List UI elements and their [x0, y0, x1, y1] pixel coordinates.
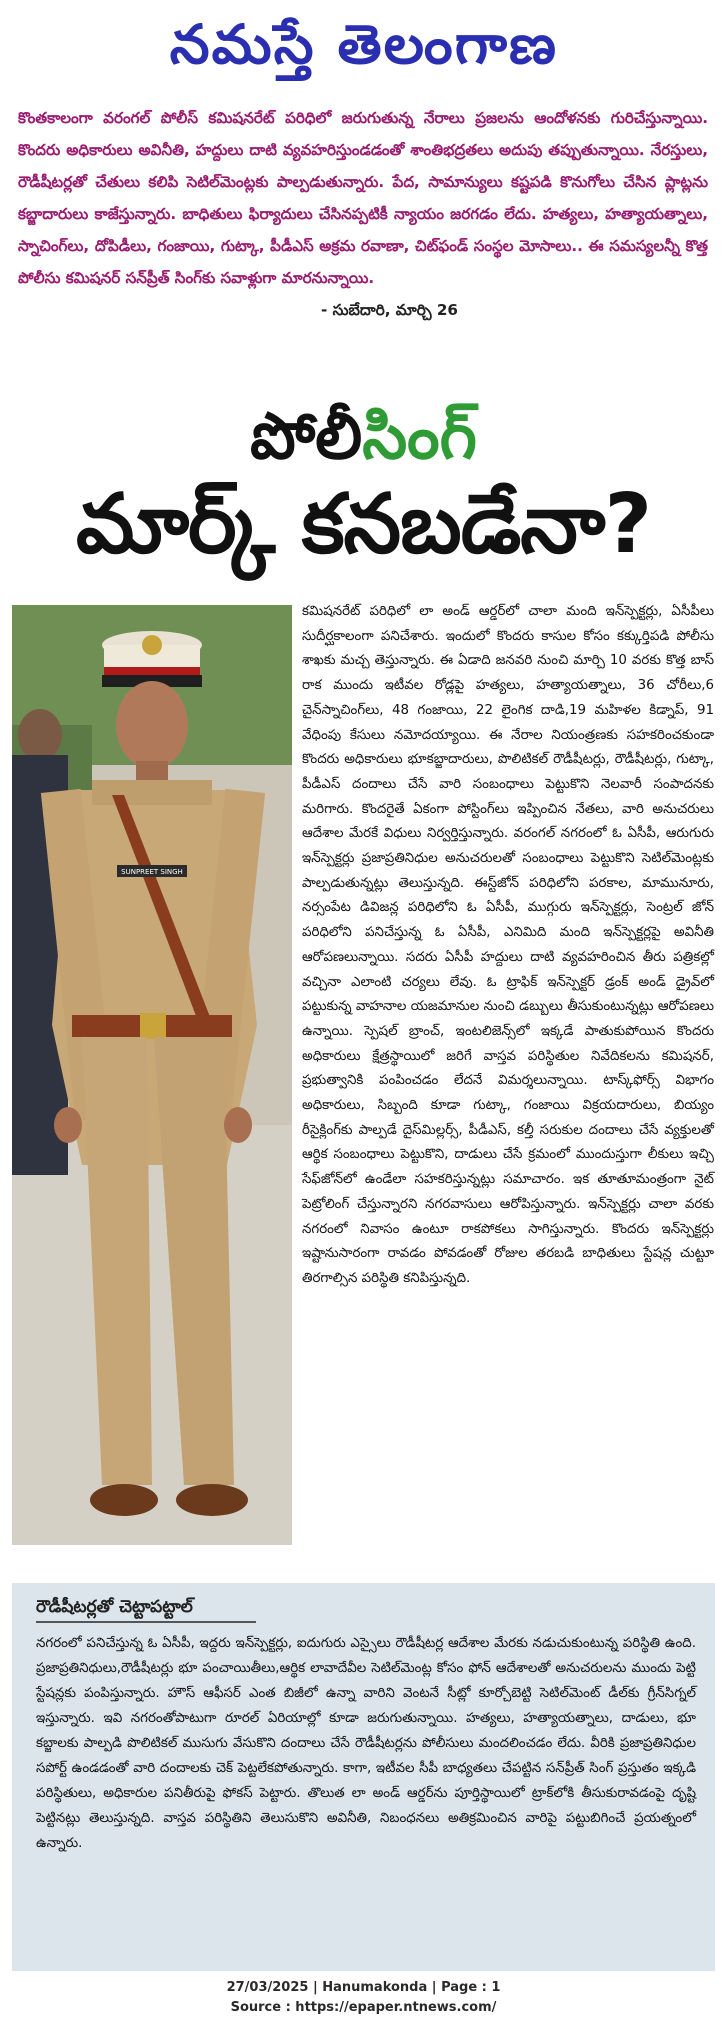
article-body-text: కమిషనరేట్ పరిధిలో లా అండ్ ఆర్డర్‌లో చాలా మంది ఇన్‌స్పెక్టర్లు, ఏసీపీలు సుదీర్ఘకాలంగా పనిచేశారు. ఇందులో కొందరు కాసుల కోసం కక్కుర్తిపడి పోలీసు శాఖకు మచ్చ తెస్తున్నారు. ఈ ఏడాది జనవరి నుంచి మార్చి 10 వరకు కొత్త బాస్ రాక ముందు ఇటీవల రోడ్లపై హత్యలు, హత్యాయత్నాలు, 36 చోరీలు,6 చైన్‌స్నాచింగ్‌లు, 48 గంజాయి, 22 లైంగిక దాడి,19 మహిళల కిడ్నాప్, 91 వేధింపు కేసులు నమోదయ్యాయి. ఈ నేరాల నియంత్రణకు సహకరించకుండా కొందరు అధికారులు భూకబ్జాదారులు, పొలిటికల్ రౌడీషీటర్లు, రౌడీషీటర్లు, గుట్కా, పీడీఎస్ దందాలు చేసే వారి సంబంధాలు పెట్టుకొని నెలవారీ సంపాదనకు మరిగారు. కొందరైతే ఏకంగా పోస్టింగ్‌లు ఇప్పించిన నేతలు, వారి అనుచరులు ఆదేశాల మేరకే విధులు నిర్వర్తిస్తున్నారు. వరంగల్ నగరంలో ఓ ఏసీపీ, ఆరుగురు ఇన్‌స్పెక్టర్లు ప్రజాప్రతినిధుల అనుచరులతో సంబంధాలు పెట్టుకొని సెటిల్‌మెంట్లకు పాల్పడుతున్నట్లు తెలుస్తున్నది. ఈస్ట్‌జోన్ పరిధిలోని పరకాల, మామునూరు, నర్సంపేట డివిజన్ల పరిధిలోని ఓ ఏసీపీ, ముగ్గురు ఇన్‌స్పెక్టర్లు, సెంట్రల్ జోన్ పరిధిలోని పనిచేస్తున్న ఓ ఏసీపీ, ఎనిమిది మంది ఇన్‌స్పెక్టర్లపై అవినీతి ఆరోపణలున్నాయి. సదరు ఏసీపీ హద్దులు దాటి వ్యవహరించిన తీరు పత్రికల్లో వచ్చినా ఎలాంటి చర్యలు లేవు. ఓ ట్రాఫిక్ ఇన్‌స్పెక్టర్ డ్రంక్ అండ్ డ్రైవ్‌లో పట్టుకున్న వాహనాల యజమానుల నుంచి డబ్బులు తీసుకుంటున్నట్లు ఆరోపణలు ఉన్నాయి. స్పెషల్ బ్రాంచ్, ఇంటలిజెన్స్‌లో ఇక్కడే పాతుకుపోయిన కొందరు అధికారులు క్షేత్రస్థాయిలో జరిగే వాస్తవ పరిస్థితుల నివేదికలను కమిషనర్, ప్రభుత్వానికి పంపించడం లేదనే విమర్శలున్నాయి. టాస్క్‌ఫోర్స్ విభాగం అధికారులు, సిబ్బంది కూడా గుట్కా, గంజాయి విక్రయదారులు, బియ్యం రీసైక్లింగ్‌కు పాల్పడే దైస్‌మిల్లర్స్, పీడీఎస్, కల్తీ సరుకుల దందాలు చేసే వ్యక్తులతో ఆర్థిక సంబంధాలు పెట్టుకొని, దాడులు చేసే క్రమంలో ముందుస్తుగా లీకులు ఇచ్చి సేఫ్‌జోన్‌లో ఉండేలా సహకరిస్తున్నట్లు సమాచారం. ఇక తూతూమంత్రంగా నైట్ పెట్రోలింగ్ చేస్తున్నారని నగరవాసులు ఆరోపిస్తున్నారు. ఇన్‌స్పెక్టర్లు చాలా వరకు నగరంలో నివాసం ఉంటూ రాకపోకలు సాగిస్తున్నారు. కొందరు ఇన్‌స్పెక్టర్లు ఇష్టానుసారంగా రావడం పోవడంతో రోజుల తరబడి బాధితులు స్టేషన్ల చుట్టూ తిరగాల్సిన పరిస్థితి కనిపిస్తున్నది.	[302, 604, 714, 1286]
headline-part-green: సింగ్	[362, 400, 477, 474]
intro-block	[18, 102, 708, 382]
headline-part-black: పోలీ	[250, 400, 363, 474]
intro-dateline: - సుబేదారి, మార్చి 26	[321, 301, 458, 319]
headline-line-2-text: మార్క్ కనబడేనా?	[75, 477, 652, 572]
sidebar-body	[36, 1631, 696, 1966]
page-footer	[0, 1978, 727, 2018]
name-badge-text: SUNPREET SINGH	[121, 868, 183, 876]
sidebar-title: రౌడీషీటర్లతో చెట్టాపట్టాల్	[36, 1597, 193, 1617]
footer-source-line: Source : https://epaper.ntnews.com/	[230, 2000, 497, 2015]
footer-date-line: 27/03/2025 | Hanumakonda | Page : 1	[226, 1980, 501, 1995]
sidebar-title-underline	[36, 1621, 256, 1623]
article-body	[302, 600, 714, 1550]
intro-text: కొంతకాలంగా వరంగల్ పోలీస్ కమిషనరేట్ పరిధిలో జరుగుతున్న నేరాలు ప్రజలను ఆందోళనకు గురిచేస్తున్నాయి. కొందరు అధికారులు అవినీతి, హద్దులు దాటి వ్యవహరిస్తుండడంతో శాంతిభద్రతలు అదుపు తప్పుతున్నాయి. నేరస్తులు, రౌడీషీటర్లతో చేతులు కలిపి సెటిల్‌మెంట్లకు పాల్పడుతున్నారు. పేద, సామాన్యులు కష్టపడి కొనుగోలు చేసిన ప్లాట్లను కబ్జాదారులు కాజేస్తున్నారు. బాధితులు ఫిర్యాదులు చేసినప్పటికీ న్యాయం జరగడం లేదు. హత్యలు, హత్యాయత్నాలు, స్నాచింగ్‌లు, దోపిడీలు, గంజాయి, గుట్కా, పీడీఎస్ అక్రమ రవాణా, చిట్‌ఫండ్ సంస్థల మోసాలు.. ఈ సమస్యలన్నీ కొత్త పోలీసు కమిషనర్ సన్‌ప్రీత్ సింగ్‌కు సవాళ్లుగా మారనున్నాయి.	[18, 109, 708, 287]
headline-line-1	[0, 392, 727, 482]
sidebar-body-text: నగరంలో పనిచేస్తున్న ఓ ఏసీపీ, ఇద్దరు ఇన్‌స్పెక్టర్లు, ఐదుగురు ఎస్సైలు రౌడీషీటర్ల ఆదేశాల మేరకు నడుచుకుంటున్న పరిస్థితి ఉంది. ప్రజాప్రతినిధులు,రౌడీషీటర్లు భూ పంచాయితీలు,ఆర్థిక లావాదేవీల సెటిల్‌మెంట్ల కోసం ఫోన్ ఆదేశాలతో అనుచరులను ముందు పెట్టి స్టేషన్లకు పంపిస్తున్నారు. హౌస్ ఆఫీసర్ ఎంత బిజీలో ఉన్నా వారిని వెంటనే సీట్లో కూర్చోబెట్టి సెటిల్‌మెంట్ డీల్‌కు గ్రీన్‌సిగ్నల్ ఇస్తున్నారు. ఇవి నగరంతోపాటుగా రూరల్ ఏరియాల్లో కూడా జరుగుతున్నాయి. హత్యలు, హత్యాయత్నాలు, దాడులు, భూ కబ్జాలకు పాల్పడి పొలిటికల్ ముసుగు వేసుకొని దందాలు చేసే రౌడీషీటర్లను పోలీసులు మందలించడం లేదు. వీరికి ప్రజాప్రతినిధుల సపోర్ట్ ఉండడంతో వారి దందాలకు చెక్ పెట్టలేకపోతున్నారు. కాగా, ఇటీవల సీపీ బాధ్యతలు చేపట్టిన సన్‌ప్రీత్ సింగ్ ప్రస్తుతం ఇక్కడి పరిస్థితులు, అధికారుల పనితీరుపై ఫోకస్ పెట్టారు. తొలుత లా అండ్ ఆర్డర్‌ను పూర్తిస్థాయిలో ట్రాక్‌లోకి తీసుకురావడంపై దృష్టి పెట్టినట్లు తెలుస్తున్నది. వాస్తవ పరిస్థితిని తెలుసుకొని అవినీతి, నిబంధనలు అతిక్రమించిన వారిపై పట్టుబిగించే ప్రయత్నంలో ఉన్నారు.	[36, 1636, 696, 1851]
sidebar-box	[12, 1583, 715, 1971]
newspaper-title: నమస్తే తెలంగాణ	[169, 12, 558, 76]
headline-line-2	[0, 470, 727, 580]
masthead	[0, 8, 727, 80]
commissioner-photo	[12, 605, 292, 1545]
